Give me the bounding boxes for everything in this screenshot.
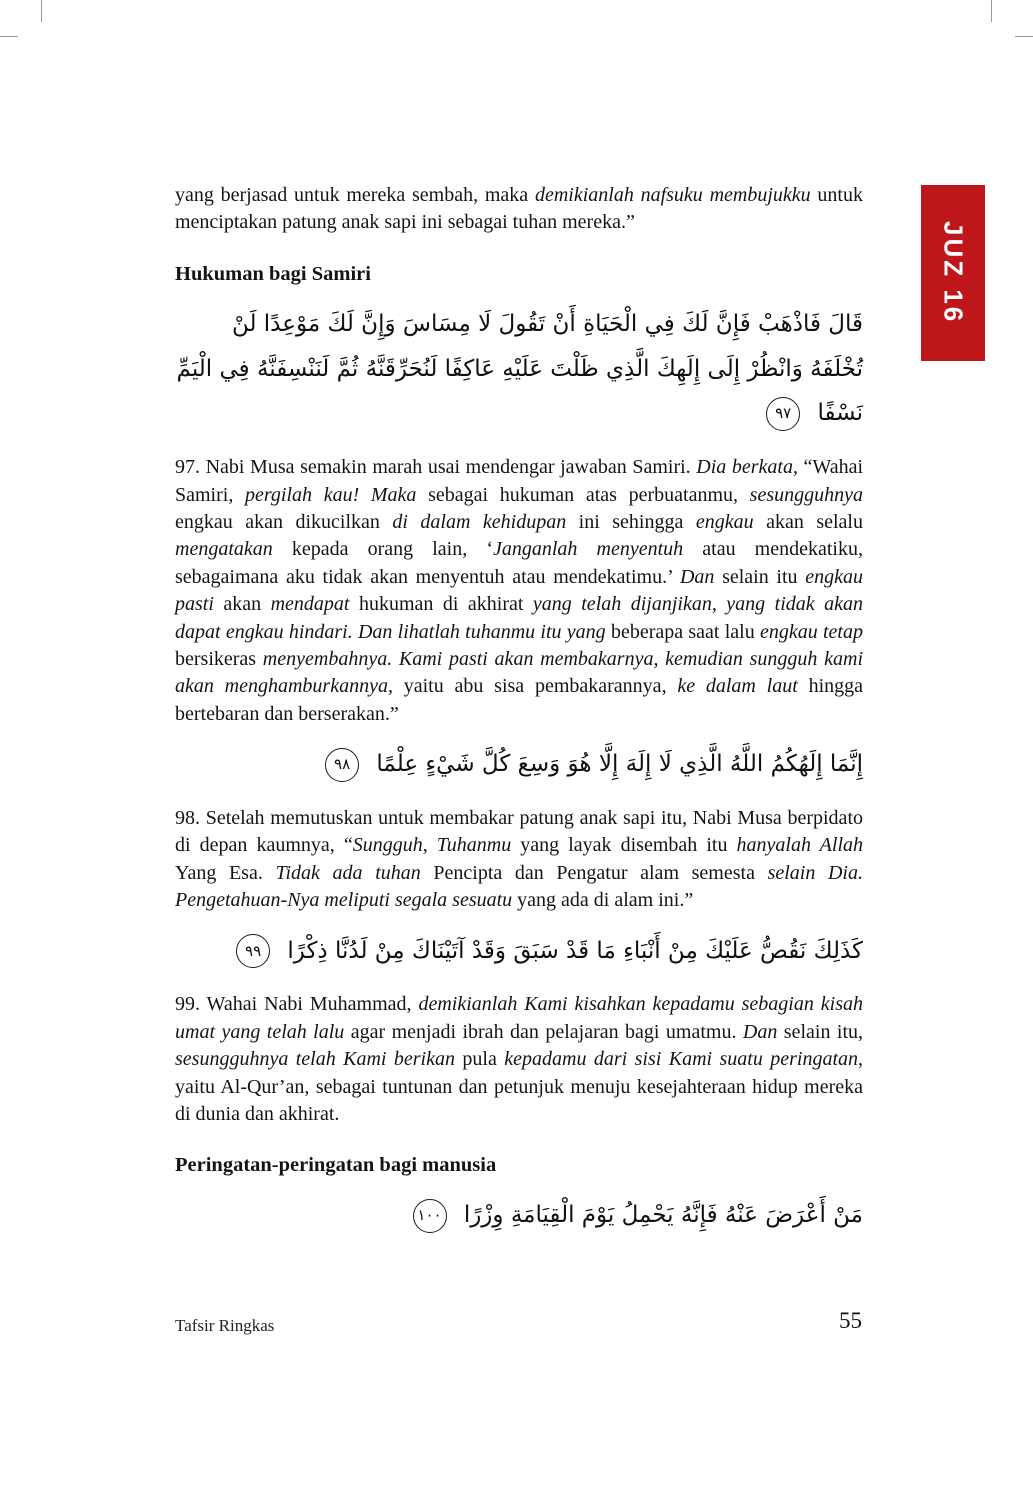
tafsir-paragraph-98: 98. Setelah memutuskan untuk membakar patung anak sapi itu, Nabi Musa berpidato di depan kaumnya, “Sungguh, Tuhanmu yang layak disembah itu hanyalah Allah Yang Esa. Tidak ada tuhan Pencipta dan Pengatur alam semesta selain Dia. Pengetahuan-Nya meliputi segala sesuatu yang ada di alam ini.” <box>175 807 864 912</box>
page-number: 55 <box>839 1308 862 1333</box>
crop-mark-top-right-horizontal <box>1015 36 1033 37</box>
footer-book-title: Tafsir Ringkas <box>175 1316 275 1335</box>
arabic-verse-99-text: كَذَلِكَ نَقُصُّ عَلَيْكَ مِنْ أَنْبَاءِ مَا قَدْ سَبَقَ وَقَدْ آتَيْنَاكَ مِنْ لَدُنَّا ذِكْرًا <box>287 937 863 964</box>
section-heading-samiri: Hukuman bagi Samiri <box>175 262 371 285</box>
page-content <box>175 182 863 1256</box>
arabic-verse-99 <box>175 929 863 974</box>
ayah-number-97: ٩٧ <box>766 397 800 431</box>
ayah-number-99: ٩٩ <box>236 934 270 968</box>
arabic-verse-98 <box>175 742 863 787</box>
arabic-verse-97-text: قَالَ فَاذْهَبْ فَإِنَّ لَكَ فِي الْحَيَاةِ أَنْ تَقُولَ لَا مِسَاسَ وَإِنَّ لَكَ مَوْعِدًا لَنْ تُخْلَفَهُ وَانْظُرْ إِلَى إِلَهِكَ الَّذِي ظَلْتَ عَلَيْهِ عَاكِفًا لَنُحَرِّقَنَّهُ ثُمَّ لَنَنْسِفَنَّهُ فِي الْيَمِّ نَسْفًا <box>176 310 863 427</box>
crop-mark-top-left-horizontal <box>0 36 18 37</box>
crop-mark-top-right-vertical <box>991 0 992 22</box>
arabic-verse-100 <box>175 1193 863 1238</box>
tafsir-paragraph-97: 97. Nabi Musa semakin marah usai mendengar jawaban Samiri. Dia berkata, “Wahai Samiri, pergilah kau! Maka sebagai hukuman atas perbuatanmu, sesungguhnya engkau akan dikucilkan di dalam kehidupan ini sehingga engkau akan selalu mengatakan kepada orang lain, ‘Janganlah menyentuh atau mendekatiku, sebagaimana aku tidak akan menyentuh atau mendekatimu.’ Dan selain itu engkau pasti akan mendapat hukuman di akhirat yang telah dijanjikan, yang tidak akan dapat engkau hindari. Dan lihatlah tuhanmu itu yang beberapa saat lalu engkau tetap bersikeras menyembahnya. Kami pasti akan membakarnya, kemudian sungguh kami akan menghamburkannya, yaitu abu sisa pembakarannya, ke dalam laut hingga bertebaran dan berserakan.” <box>175 456 864 725</box>
juz-tab <box>921 185 985 361</box>
juz-tab-label: JUZ 16 <box>938 221 969 325</box>
tafsir-paragraph-99: 99. Wahai Nabi Muhammad, demikianlah Kami kisahkan kepadamu sebagian kisah umat yang telah lalu agar menjadi ibrah dan pelajaran bagi umatmu. Dan selain itu, sesungguhnya telah Kami berikan pula kepadamu dari sisi Kami suatu peringatan, yaitu Al-Qur’an, sebagai tuntunan dan petunjuk menuju kesejahteraan hidup mereka di dunia dan akhirat. <box>175 993 864 1126</box>
arabic-verse-97 <box>175 302 863 437</box>
section-heading-peringatan: Peringatan-peringatan bagi manusia <box>175 1154 497 1177</box>
crop-mark-top-left-vertical <box>41 0 42 22</box>
ayah-number-98: ٩٨ <box>325 748 359 782</box>
arabic-verse-100-text: مَنْ أَعْرَضَ عَنْهُ فَإِنَّهُ يَحْمِلُ يَوْمَ الْقِيَامَةِ وِزْرًا <box>463 1202 863 1229</box>
ayah-number-100: ١٠٠ <box>413 1199 447 1233</box>
arabic-verse-98-text: إِنَّمَا إِلَهُكُمُ اللَّهُ الَّذِي لَا إِلَهَ إِلَّا هُوَ وَسِعَ كُلَّ شَيْءٍ عِلْمًا <box>376 751 863 778</box>
intro-paragraph: yang berjasad untuk mereka sembah, maka demikianlah nafsuku membujukku untuk menciptakan patung anak sapi ini sebagai tuhan mereka.” <box>175 184 863 234</box>
